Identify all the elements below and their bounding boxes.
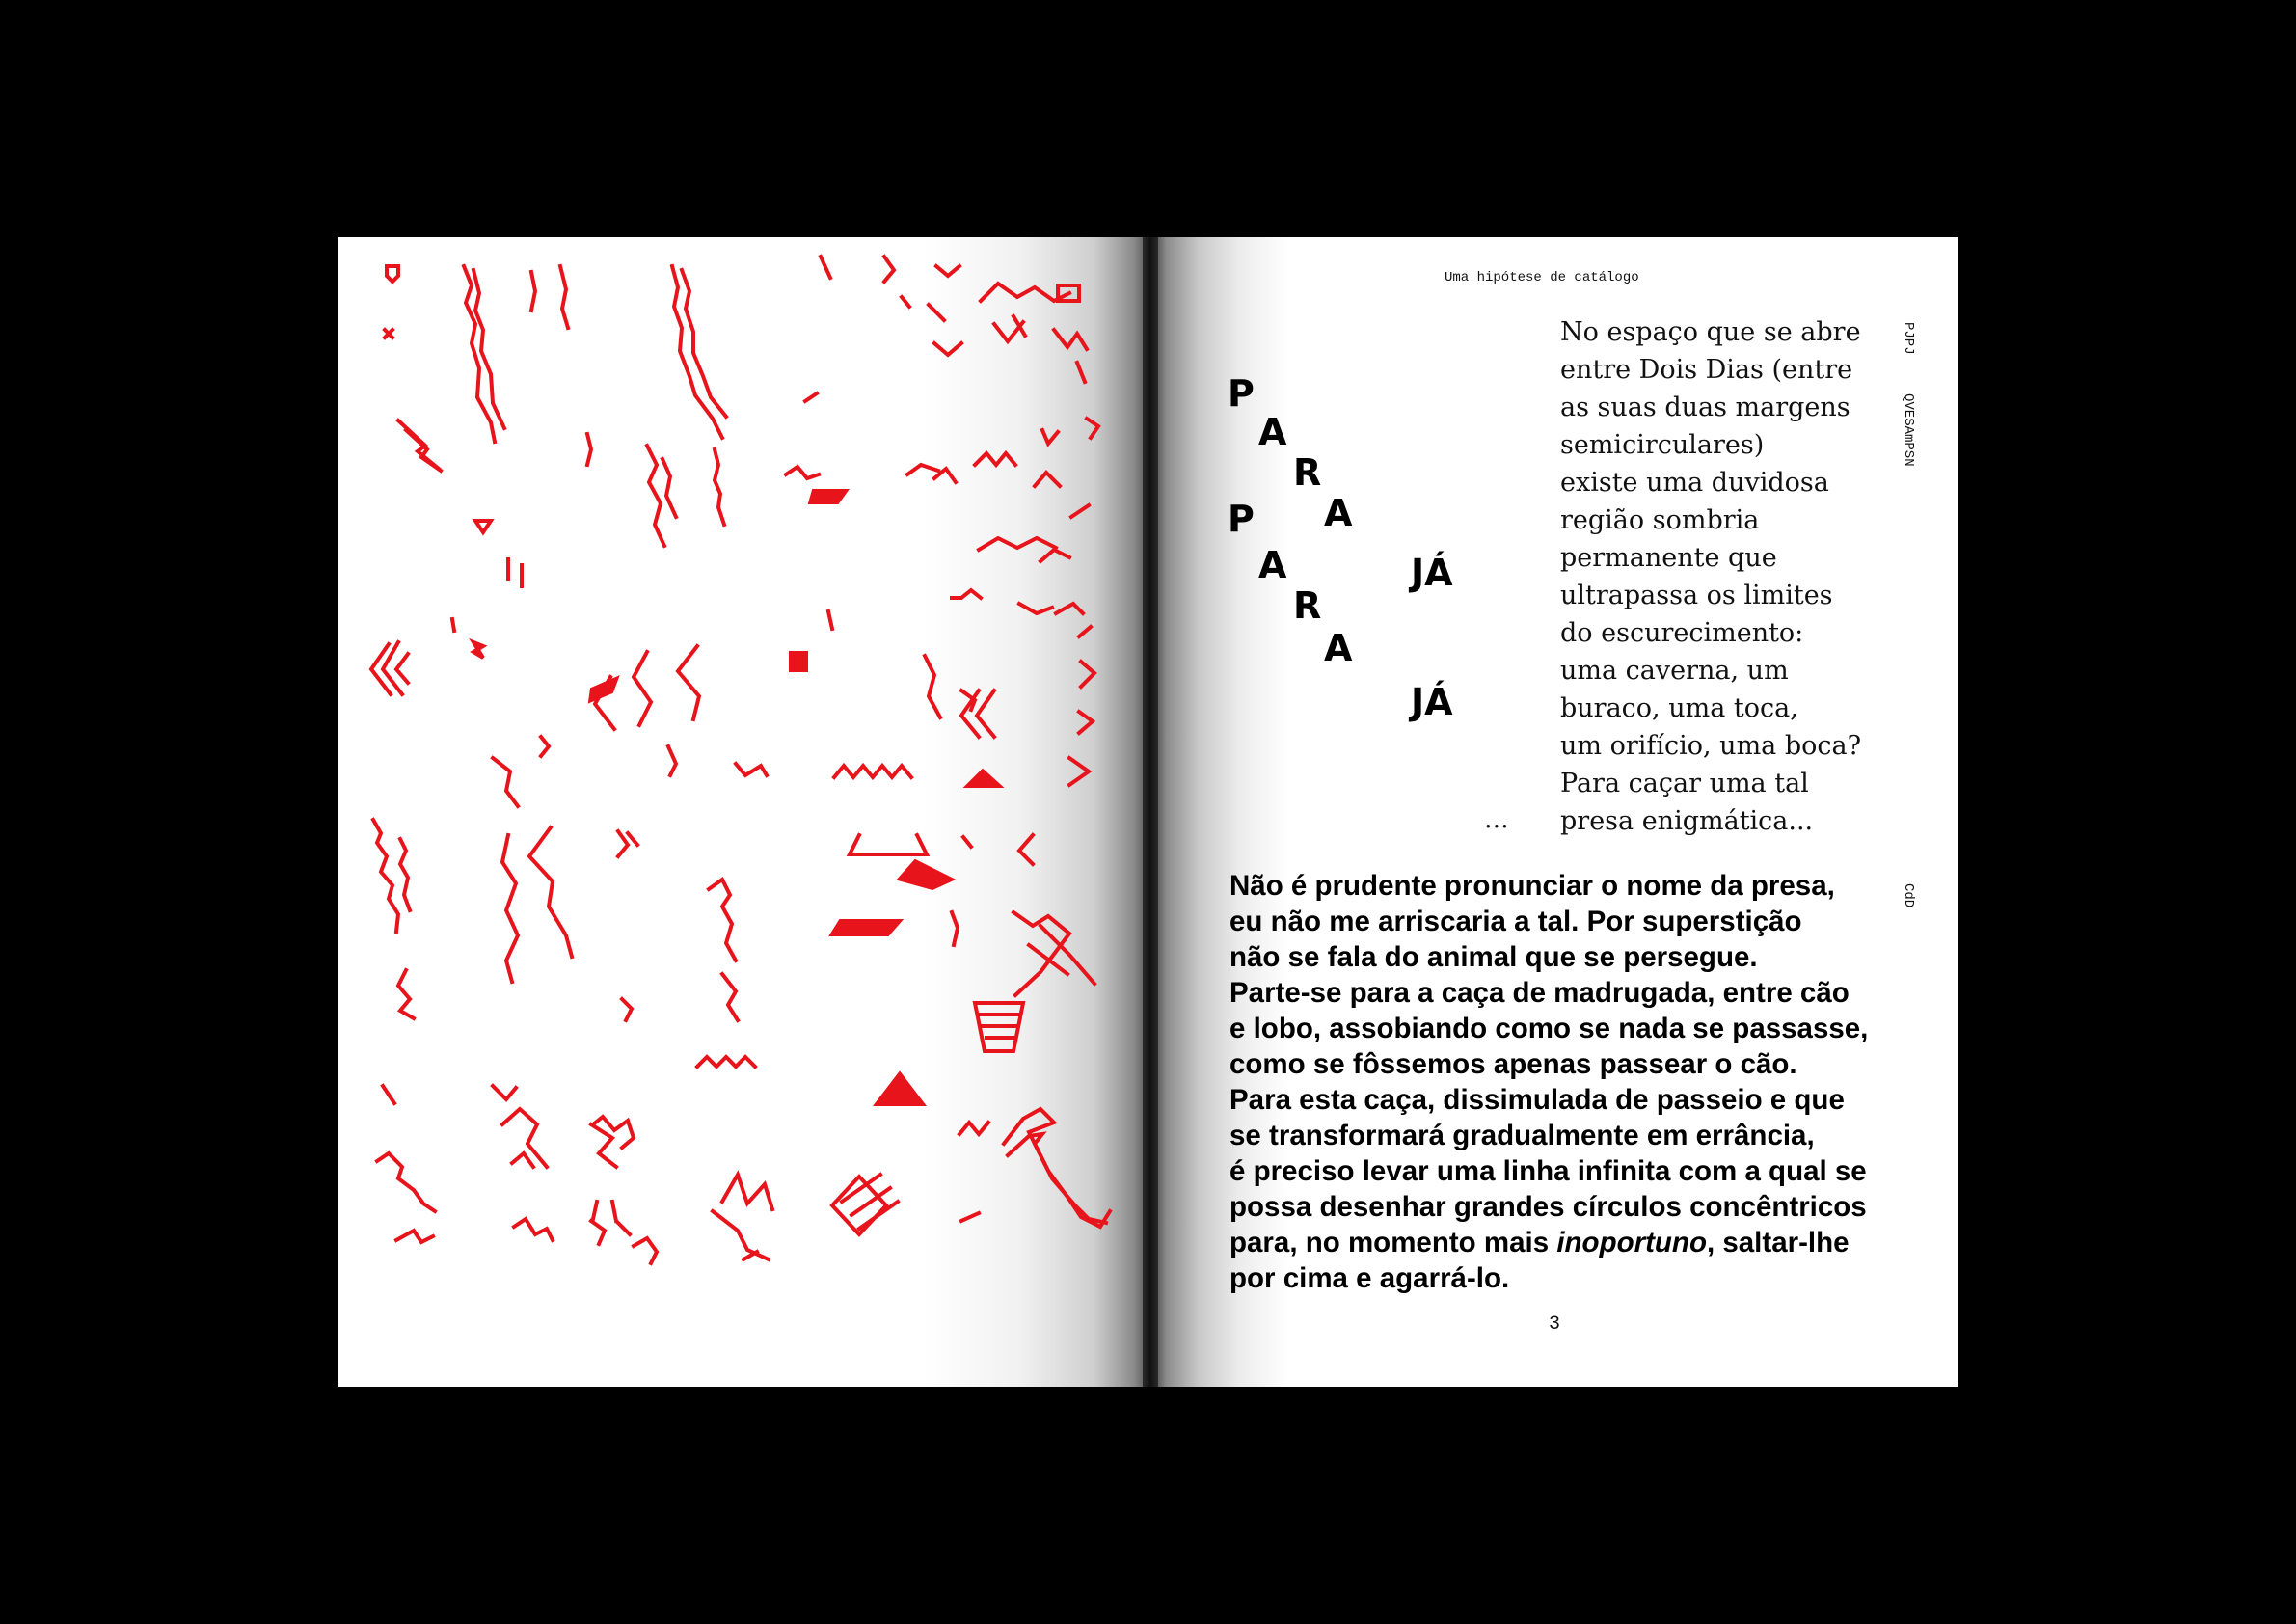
motif [830,920,902,935]
motif [529,827,572,957]
motif [560,266,568,328]
serif-line: entre Dois Dias (entre [1560,355,1853,385]
motif [473,642,483,658]
motif [1019,835,1033,864]
stack-letter: JÁ [1411,552,1453,594]
motif [622,999,632,1020]
motif [715,449,724,525]
motif [884,257,894,282]
serif-line: permanente que [1560,543,1777,573]
sans-line: possa desenhar grandes círculos concêntricos [1229,1191,1867,1223]
sans-line [1229,1225,1904,1260]
serif-line: uma caverna, um [1560,656,1789,686]
motif [821,257,830,278]
motif [809,490,848,503]
book-spread [338,237,1958,1387]
motif [591,1221,630,1244]
serif-line: região sombria [1560,505,1760,535]
sans-line-segment: , saltar-lhe [1706,1227,1850,1259]
motif [952,590,981,598]
serif-line: existe uma duvidosa [1560,468,1829,498]
motif [961,1213,979,1221]
stack-letter: A [1324,627,1353,669]
motif [963,837,971,847]
motif [898,860,954,889]
stack-letter: A [1324,492,1353,534]
left-page [338,237,1150,1387]
stack-letter: P [1228,372,1255,415]
sans-line: como se fôssemos apenas passear o cão. [1229,1048,1797,1080]
stack-letter: R [1293,584,1322,627]
motif [662,459,676,517]
motif [512,1153,533,1167]
motif [842,1175,898,1229]
motif [371,642,408,694]
motif [1008,1134,1106,1223]
motif [475,521,491,532]
motif [1054,330,1087,349]
stack-letter: A [1258,544,1287,586]
motif [398,970,414,1018]
motif [902,297,909,307]
motif [1004,1109,1110,1227]
motif [1077,363,1085,382]
serif-line: semicirculares) [1560,430,1765,460]
motif [682,270,726,417]
motif [587,434,591,465]
motif [678,646,699,719]
motif [786,467,819,478]
serif-line: presa enigmática... [1560,806,1814,836]
right-page [1150,237,1958,1387]
motif [1071,505,1089,517]
ellipsis: ... [1484,804,1509,834]
motif [722,1175,772,1209]
motif [975,453,1015,465]
motif [934,343,961,355]
sans-line: é preciso levar uma linha infinita com a qual se [1229,1155,1867,1187]
stack-letter: A [1258,411,1287,453]
sans-line: Para esta caça, dissimulada de passeio e que [1229,1084,1845,1116]
red-pattern-illustration [338,237,1150,1387]
motif [1042,430,1058,444]
motif [473,270,504,428]
motif [589,677,618,702]
motif [1040,550,1069,561]
motif [1079,712,1093,733]
motif [668,746,676,775]
motif [697,1057,755,1067]
motif [790,652,807,671]
side-label-2: QVESAmPSN [1901,393,1916,467]
sans-line-segment: para, no momento mais [1229,1227,1557,1259]
motif [979,1015,1017,1038]
sans-line: Parte-se para a caça de madrugada, entre cão [1229,977,1850,1009]
serif-line: No espaço que se abre [1560,317,1861,347]
motif [713,1211,769,1259]
motif [994,316,1025,341]
motif [373,820,398,932]
motif [832,1177,886,1234]
motif [383,1086,394,1103]
motif [925,656,940,717]
motif [965,770,1002,787]
sans-paragraph [1229,868,1904,1296]
motif [850,835,927,854]
page-number: 3 [1549,1313,1561,1336]
motif [1035,473,1060,486]
motif [502,835,518,982]
side-label-1: PJPJ [1901,322,1916,355]
motif [828,611,832,629]
motif [1081,662,1094,687]
motif [618,831,637,856]
serif-paragraph [1560,313,1878,840]
book-gutter [1143,237,1158,1387]
sans-line: eu não me arriscaria a tal. Por superstição [1229,906,1802,937]
motif [593,1117,634,1148]
motif [672,266,722,438]
serif-line: as suas duas margens [1560,392,1850,422]
motif [875,1072,925,1105]
stack-letter: JÁ [1411,681,1453,723]
motif [709,880,736,961]
motif [493,758,518,806]
motif [952,912,958,945]
motif [959,1123,988,1134]
sans-line: e lobo, assobiando como se nada se passasse, [1229,1013,1869,1044]
stack-letter: R [1293,451,1322,494]
sans-line: por cima e agarrá-lo. [1229,1262,1510,1294]
motif [452,619,454,631]
motif [396,1231,433,1242]
motif [514,1219,553,1240]
motif [502,1109,547,1167]
motif [1087,419,1098,438]
motif [531,272,535,311]
motif [634,652,651,725]
motif [979,538,1056,550]
motif [722,974,738,1020]
serif-line: buraco, uma toca, [1560,693,1798,723]
motif [385,330,392,338]
motif [398,420,441,471]
motif [400,839,410,910]
side-label-3: CdD [1901,883,1916,908]
sans-line: se transformará gradualmente em errância, [1229,1120,1815,1151]
stack-letter: P [1228,498,1255,540]
motif [1019,604,1052,613]
italic-word: inoportuno [1556,1227,1707,1259]
serif-line: Para caçar uma tal [1560,769,1809,798]
motif [387,266,398,282]
sans-line: Não é prudente pronunciar o nome da presa, [1229,870,1835,902]
motif [929,305,944,320]
motif [593,1202,616,1221]
serif-line: do escurecimento: [1560,618,1804,648]
motif [961,690,994,737]
motif [1079,627,1091,636]
motif [834,766,911,777]
motif [936,266,959,276]
motif [1069,758,1089,785]
motif [736,764,767,775]
motif [377,1153,435,1211]
motif [493,1086,516,1099]
motif [907,465,938,474]
motif [634,1238,657,1263]
sans-line: não se fala do animal que se persegue. [1229,941,1758,973]
motif [805,393,817,401]
serif-line: um orifício, uma boca? [1560,731,1862,761]
motif [1056,604,1083,613]
serif-line: ultrapassa os limites [1560,581,1833,610]
motif [508,559,522,586]
motif [541,737,549,756]
running-head: Uma hipótese de catálogo [1445,270,1639,285]
